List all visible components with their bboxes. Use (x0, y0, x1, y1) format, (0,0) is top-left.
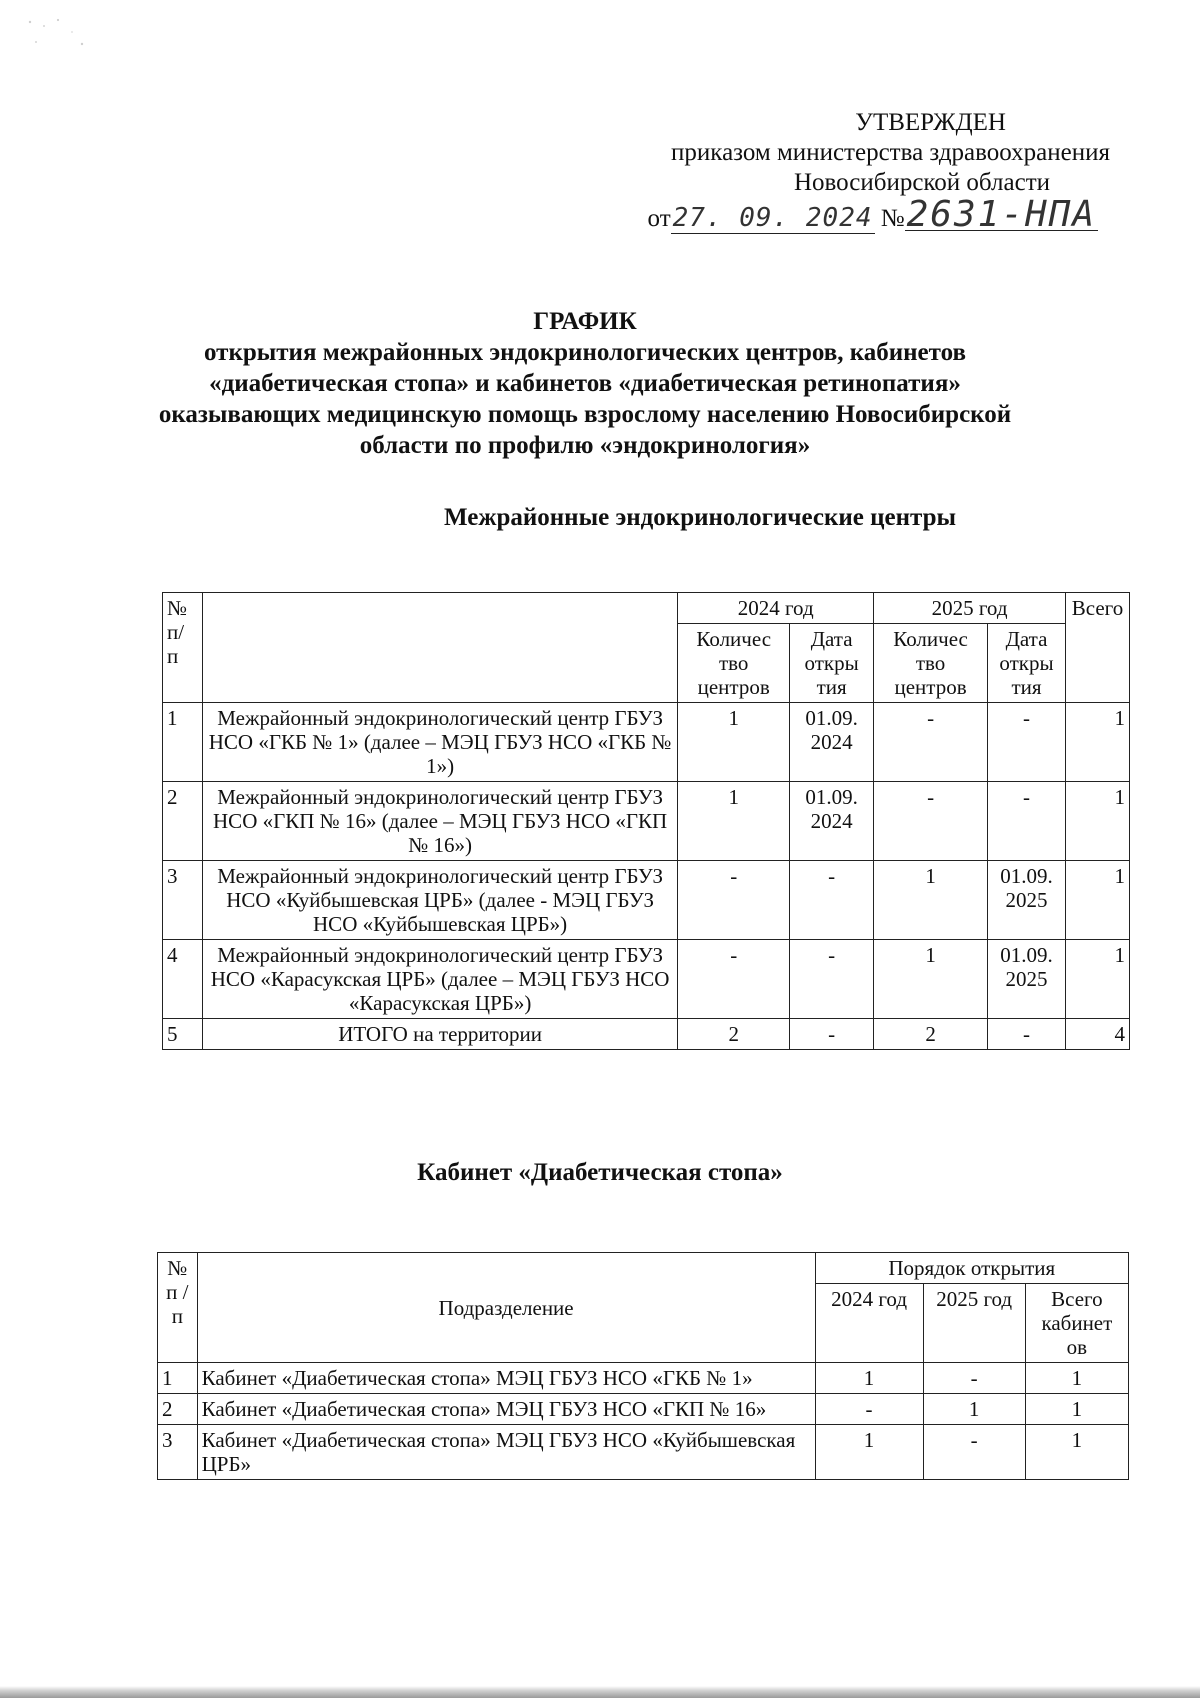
cell-count-2025: 2 (874, 1019, 988, 1050)
date-prefix: от (647, 205, 671, 232)
cell-date-2024: - (790, 1019, 874, 1050)
cell-date-2025: - (988, 703, 1066, 782)
approval-region: Новосибирской области (793, 169, 1050, 196)
cell-total: 1 (1025, 1394, 1128, 1425)
cell-name: Межрайонный эндокринологический центр ГБУЗ НСО «ГКП № 16» (далее – МЭЦ ГБУЗ НСО «ГКП № 16») (202, 782, 677, 861)
cell-count-2025: - (874, 782, 988, 861)
header-year-2024: 2024 год (678, 593, 874, 624)
table-row (163, 703, 1130, 782)
header-count-2024: Количес тво центров (678, 624, 790, 703)
centers-table (162, 592, 1130, 1050)
diabetic-foot-table (157, 1252, 1129, 1480)
cell-name: Межрайонный эндокринологический центр ГБУЗ НСО «Куйбышевская ЦРБ» (далее - МЭЦ ГБУЗ НСО «Куйбышевская ЦРБ») (202, 861, 677, 940)
cell-count-2024: 1 (678, 703, 790, 782)
cell-name: Межрайонный эндокринологический центр ГБУЗ НСО «Карасукская ЦРБ» (далее – МЭЦ ГБУЗ НСО «Карасукская ЦРБ») (202, 940, 677, 1019)
cell-total: 1 (1065, 782, 1129, 861)
header-total: Всего (1065, 593, 1129, 703)
cell-number: 1 (163, 703, 203, 782)
cell-2025: - (923, 1363, 1025, 1394)
cell-name: Кабинет «Диабетическая стопа» МЭЦ ГБУЗ НСО «ГКП № 16» (197, 1394, 815, 1425)
cell-number: 5 (163, 1019, 203, 1050)
cell-number: 4 (163, 940, 203, 1019)
approval-heading: УТВЕРЖДЕН (855, 109, 1006, 136)
cell-name: Кабинет «Диабетическая стопа» МЭЦ ГБУЗ НСО «Куйбышевская ЦРБ» (197, 1425, 815, 1480)
cell-name: Кабинет «Диабетическая стопа» МЭЦ ГБУЗ НСО «ГКБ № 1» (197, 1363, 815, 1394)
scan-noise (24, 14, 94, 54)
order-number: 2631-НПА (906, 194, 1096, 235)
cell-date-2024: 01.09. 2024 (790, 782, 874, 861)
cell-2024: - (815, 1394, 923, 1425)
table-row (163, 782, 1130, 861)
cell-total: 4 (1065, 1019, 1129, 1050)
cell-count-2025: - (874, 703, 988, 782)
header-count-2025: Количес тво центров (874, 624, 988, 703)
title-heading: ГРАФИК (533, 308, 637, 335)
cell-number: 3 (163, 861, 203, 940)
header-year-2025: 2025 год (874, 593, 1066, 624)
table-row (158, 1363, 1129, 1394)
table-row (158, 1394, 1129, 1425)
cell-name: ИТОГО на территории (202, 1019, 677, 1050)
cell-total: 1 (1025, 1363, 1128, 1394)
cell-2025: - (923, 1425, 1025, 1480)
scan-bottom-edge (0, 1686, 1200, 1698)
header-year-2025: 2025 год (923, 1284, 1025, 1363)
cell-total: 1 (1065, 861, 1129, 940)
cell-date-2025: - (988, 782, 1066, 861)
header-number: № п/ п (163, 593, 203, 703)
cell-total: 1 (1065, 940, 1129, 1019)
order-reference (550, 194, 1110, 235)
table-header-row (158, 1253, 1129, 1284)
table-row-total (163, 1019, 1130, 1050)
header-order: Порядок открытия (815, 1253, 1128, 1284)
cell-2024: 1 (815, 1425, 923, 1480)
cell-date-2025: 01.09. 2025 (988, 940, 1066, 1019)
cell-number: 3 (158, 1425, 198, 1480)
cell-total: 1 (1025, 1425, 1128, 1480)
title-line: оказывающих медицинскую помощь взрослому населению Новосибирской (158, 401, 1012, 428)
approval-issuer: приказом министерства здравоохранения (671, 139, 1110, 166)
table-row (163, 940, 1130, 1019)
title-line: «диабетическая стопа» и кабинетов «диабетическая ретинопатия» (209, 370, 961, 397)
document-title (150, 306, 1020, 461)
number-prefix: № (880, 205, 905, 232)
cell-date-2024: - (790, 861, 874, 940)
cell-date-2024: - (790, 940, 874, 1019)
header-year-2024: 2024 год (815, 1284, 923, 1363)
section-title-diabetic-foot: Кабинет «Диабетическая стопа» (417, 1159, 783, 1186)
table-header-row (163, 593, 1130, 624)
cell-total: 1 (1065, 703, 1129, 782)
cell-2025: 1 (923, 1394, 1025, 1425)
cell-count-2024: - (678, 861, 790, 940)
cell-name: Межрайонный эндокринологический центр ГБУЗ НСО «ГКБ № 1» (далее – МЭЦ ГБУЗ НСО «ГКБ № 1») (202, 703, 677, 782)
cell-count-2024: 1 (678, 782, 790, 861)
header-name (202, 593, 677, 703)
header-total: Всего кабинет ов (1025, 1284, 1128, 1363)
section-title-centers: Межрайонные эндокринологические центры (443, 504, 957, 531)
cell-count-2024: 2 (678, 1019, 790, 1050)
cell-count-2024: - (678, 940, 790, 1019)
cell-count-2025: 1 (874, 940, 988, 1019)
order-date: 27. 09. 2024 (672, 203, 873, 233)
cell-date-2025: - (988, 1019, 1066, 1050)
cell-number: 2 (163, 782, 203, 861)
table-row (158, 1425, 1129, 1480)
header-number: № п /п (158, 1253, 198, 1363)
cell-date-2025: 01.09. 2025 (988, 861, 1066, 940)
header-date-2024: Дата откры тия (790, 624, 874, 703)
title-line: области по профилю «эндокринология» (359, 432, 811, 459)
title-line: открытия межрайонных эндокринологических центров, кабинетов (204, 339, 966, 366)
table-row (163, 861, 1130, 940)
approval-stamp (550, 108, 1110, 234)
cell-date-2024: 01.09. 2024 (790, 703, 874, 782)
header-division: Подразделение (197, 1253, 815, 1363)
cell-number: 2 (158, 1394, 198, 1425)
cell-2024: 1 (815, 1363, 923, 1394)
cell-count-2025: 1 (874, 861, 988, 940)
header-date-2025: Дата откры тия (988, 624, 1066, 703)
cell-number: 1 (158, 1363, 198, 1394)
